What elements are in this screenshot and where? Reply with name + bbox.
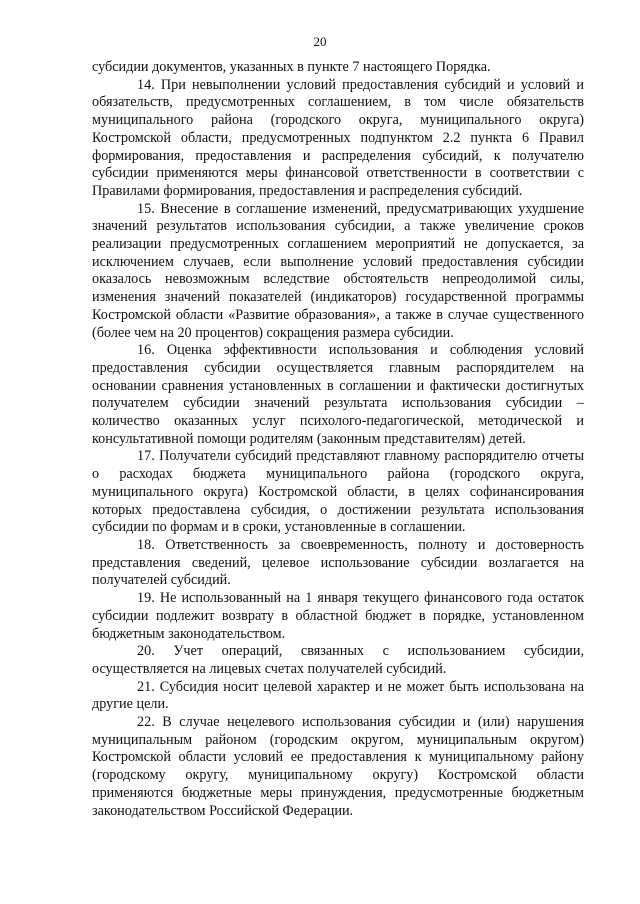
paragraph-15: 15. Внесение в соглашение изменений, предусматривающих ухудшение значений результатов использования субсидии, а также увеличение сроков реализации предусмотренных соглашением мероприятий не допускается, за исключением случаев, если выполнение условий предоставления субсидии оказалось невозможным вследствие обстоятельств непреодолимой силы, изменения значений показателей (индикаторов) государственной программы Костромской области «Развитие образования», а также в случае существенного (более чем на 20 процентов) сокращения размера субсидии. [92, 200, 584, 341]
page-number: 20 [313, 34, 327, 49]
paragraph-20: 20. Учет операций, связанных с использованием субсидии, осуществляется на лицевых счетах получателей субсидий. [92, 643, 584, 677]
paragraph-continuation: субсидии документов, указанных в пункте 7 настоящего Порядка. [92, 59, 491, 75]
paragraph-22: 22. В случае нецелевого использования субсидии и (или) нарушения муниципальным районом (городским округом, муниципальным округом) Костромской области условий ее предоставления к муниципальному району (городскому округу, муниципальному округу) Костромской области применяются бюджетные меры принуждения, предусмотренные бюджетным законодательством Российской Федерации. [92, 714, 584, 819]
paragraph-17: 17. Получатели субсидий представляют главному распорядителю отчеты о расходах бюджета муниципального района (городского округа, муниципального округа) Костромской области, в целях софинансирования которых предоставлена субсидия, о достижении результата использования субсидии по формам и в сроки, установленные в соглашении. [92, 448, 584, 536]
paragraph-18: 18. Ответственность за своевременность, полноту и достоверность представления сведений, целевое использование субсидии возлагается на получателей субсидий. [92, 536, 584, 589]
paragraph-19: 19. Не использованный на 1 января текущего финансового года остаток субсидии подлежит возврату в областной бюджет в порядке, установленном бюджетным законодательством. [92, 590, 584, 642]
paragraph-21: 21. Субсидия носит целевой характер и не может быть использована на другие цели. [92, 678, 584, 713]
document-body [92, 59, 584, 820]
paragraph-16: 16. Оценка эффективности использования и соблюдения условий предоставления субсидии осуществляется главным распорядителем на основании сравнения установленных в соглашении и фактически достигнутых получателем субсидии значений результата использования субсидии – количество оказанных услуг психолого-педагогической, методической и консультативной помощи родителям (законным представителям) детей. [92, 342, 584, 447]
paragraph-14: 14. При невыполнении условий предоставления субсидий и условий и обязательств, предусмотренных соглашением, в том числе обязательств муниципального района (городского округа, муниципального округа) Костромской области, предусмотренных подпунктом 2.2 пункта 6 Правил формирования, предоставления и распределения субсидий, к получателю субсидии применяются меры финансовой ответственности в соответствии с Правилами формирования, предоставления и распределения субсидий. [92, 76, 584, 199]
